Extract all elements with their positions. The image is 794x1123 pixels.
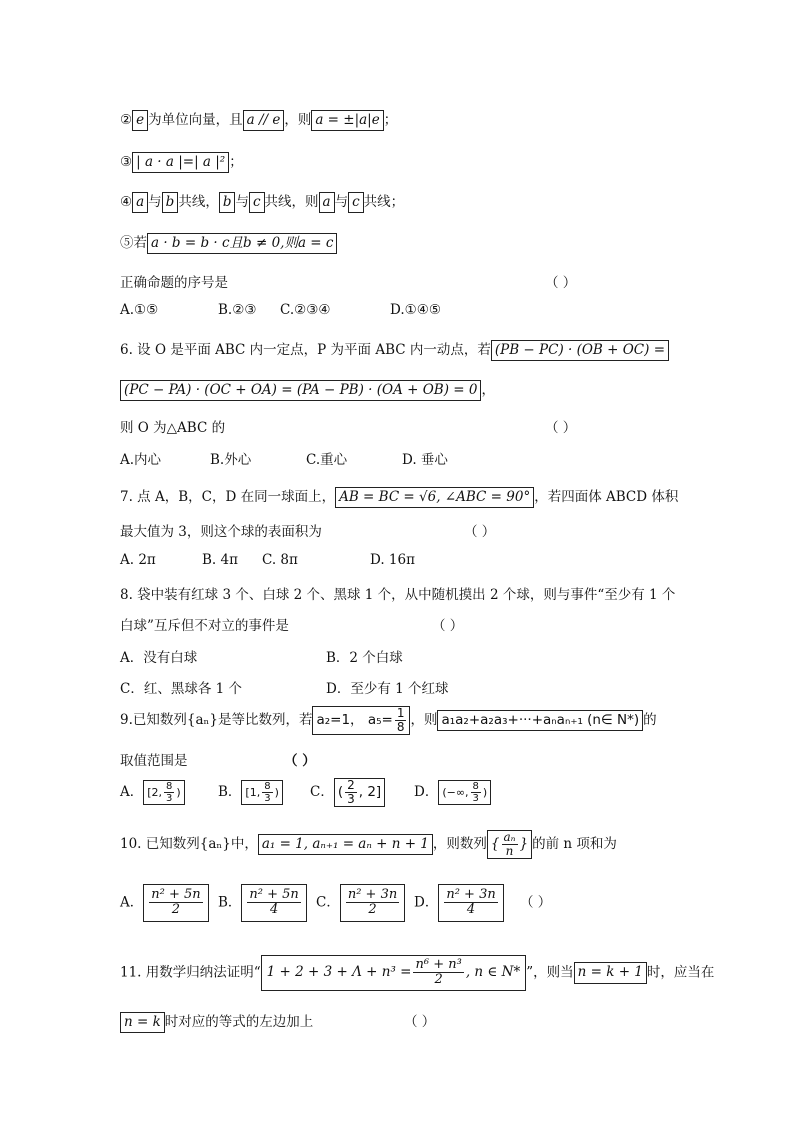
choice-expression (334, 778, 385, 807)
math-expression (312, 706, 410, 735)
choice-label: A． (120, 894, 144, 911)
choice-label: C． (316, 894, 340, 911)
text: 共线； (363, 194, 405, 210)
text: 共线，则 (264, 194, 319, 210)
vector-expression: a · b = b · c且b ≠ 0,则a = c (147, 233, 337, 255)
vector-b: b (219, 192, 236, 214)
choice-expression (241, 884, 306, 922)
denominator: 4 (269, 902, 279, 918)
question-prompt: 正确命题的序号是 (120, 275, 228, 291)
text: 与 (148, 194, 162, 210)
vector-expression: a = ±|a|e (311, 110, 383, 132)
vector-expression: | a · a |=| a |² (132, 152, 229, 174)
vector-a: a (132, 192, 148, 214)
statement-number: ⑤若 (120, 235, 147, 251)
question-text: 时，应当在 (646, 964, 715, 981)
numerator: n² + 3n (347, 887, 398, 902)
expr-part: [2, (147, 785, 163, 799)
vector-expression: (PB − PC) · (OB + OC) = (491, 340, 669, 362)
expr-part: ) (482, 785, 488, 799)
math-expression (261, 955, 527, 991)
q7-line-2 (120, 520, 322, 540)
denominator: 2 (434, 972, 443, 988)
expr-part: , n ∈ N* (465, 964, 521, 981)
choice-a[interactable]: A．没有白球 (120, 650, 198, 666)
question-text: ，则 (410, 712, 438, 729)
choice-expression (438, 884, 503, 922)
denominator: 4 (466, 902, 476, 918)
question-text: 的前 n 项和为 (532, 836, 617, 853)
q11-line-1 (120, 955, 714, 991)
choice-expression (340, 884, 405, 922)
question-text: ，则数列 (432, 836, 487, 853)
question-prompt: 则 O 为△ABC 的 (120, 420, 226, 436)
expr-part: , 2] (358, 783, 382, 800)
math-expression: n = k (120, 1012, 165, 1034)
math-expression: AB = BC = √6, ∠ABC = 90° (335, 487, 534, 509)
text: ； (383, 112, 398, 128)
vector-a: a (319, 192, 335, 214)
q8-choices-row-1 (120, 646, 403, 666)
question-text: 6. 设 O 是平面 ABC 内一定点，P 为平面 ABC 内一动点，若 (120, 342, 491, 358)
vector-expression: (PC − PA) · (OC + OA) = (PA − PB) · (OA + OB) = 0 (120, 380, 481, 402)
fraction (395, 707, 407, 734)
choice-c[interactable] (316, 884, 414, 922)
expr-part: ) (274, 785, 279, 799)
denominator: 8 (396, 720, 405, 735)
denominator: 3 (472, 793, 479, 805)
question-text: 时对应的等式的左边加上 (164, 1014, 314, 1030)
expr-part: (−∞, (442, 785, 469, 799)
choice-b[interactable]: B. 4π (202, 552, 238, 568)
denominator: 2 (171, 902, 181, 918)
expr-part: 1 + 2 + 3 + Λ + n³ = (266, 964, 412, 981)
numerator: aₙ (503, 830, 516, 844)
question-text: 取值范围是 (120, 753, 188, 769)
fraction (345, 779, 357, 806)
q8-line-1 (120, 583, 675, 603)
answer-blank[interactable]: （ ） (464, 524, 496, 540)
numerator: 1 (396, 706, 405, 720)
sequence-expression (487, 830, 532, 859)
question-text: 最大值为 3，则这个球的表面积为 (120, 524, 322, 540)
q6-prompt-line (120, 416, 225, 436)
choice-expression (143, 884, 208, 922)
choice-b[interactable] (218, 884, 316, 922)
choice-b[interactable]: B.外心 (210, 452, 252, 468)
choice-c[interactable]: C.②③④ (280, 302, 331, 318)
choice-d[interactable]: D. 垂心 (402, 452, 448, 468)
question-text: 7. 点 A，B，C，D 在同一球面上， (120, 489, 336, 505)
choice-expression (438, 780, 491, 805)
fraction (247, 888, 300, 918)
choice-label: D． (414, 784, 439, 801)
numerator: 8 (264, 781, 271, 793)
statement-number: ④ (120, 194, 133, 210)
denominator: 3 (347, 792, 355, 807)
expr-part: a₂=1， a₅= (316, 711, 393, 728)
q9-choices (120, 778, 491, 807)
answer-blank[interactable]: （ ） (545, 420, 577, 436)
answer-blank[interactable]: （ ） (432, 618, 464, 634)
q8-line-2 (120, 614, 289, 634)
expr-part: ( (337, 783, 344, 800)
denominator: 2 (368, 902, 377, 918)
text: 共线， (178, 194, 219, 210)
fraction (413, 958, 463, 988)
numerator: n² + 3n (446, 887, 496, 902)
q6-line-1 (120, 338, 669, 361)
choice-label: B． (218, 784, 242, 801)
question-text: 白球”互斥但不对立的事件是 (120, 618, 289, 634)
q10-line-1 (120, 830, 617, 859)
text: 与 (235, 194, 249, 210)
expr-part: } (519, 835, 529, 852)
vector-b: b (162, 192, 179, 214)
numerator: n² + 5n (151, 887, 201, 902)
choice-d[interactable]: D.①④⑤ (390, 302, 441, 318)
q9-line-2 (120, 749, 188, 769)
denominator: n (505, 844, 514, 859)
fraction (471, 781, 481, 804)
numerator: n² + 5n (249, 887, 299, 902)
choice-d[interactable]: D. 16π (370, 552, 415, 568)
choice-a[interactable]: A.①⑤ (120, 302, 159, 318)
answer-blank[interactable]: （ ） (284, 753, 316, 769)
question-text: 9.已知数列{aₙ}是等比数列，若 (120, 712, 313, 729)
statement-4 (120, 190, 404, 213)
statement-5 (120, 231, 337, 254)
choice-a[interactable] (120, 884, 218, 922)
choice-label: C． (310, 784, 334, 801)
fraction (502, 831, 518, 858)
question-text: ，若四面体 ABCD 体积 (534, 489, 679, 505)
question-text: 8. 袋中装有红球 3 个、白球 2 个、黑球 1 个，从中随机摸出 2 个球，则与事件“至少有 1 个 (120, 587, 676, 603)
q5-choices (120, 302, 441, 318)
vector-e: e (132, 110, 148, 132)
choice-c[interactable]: C.重心 (306, 452, 348, 468)
q8-choices-row-2 (120, 677, 449, 697)
expr-part: { (490, 835, 500, 852)
fraction (164, 781, 174, 804)
numerator: n⁶ + n³ (415, 957, 462, 972)
text: 为单位向量，且 (148, 112, 243, 128)
math-expression: n = k + 1 (574, 962, 647, 984)
q6-line-2 (120, 378, 495, 401)
math-expression: a₁a₂+a₂a₃+···+aₙaₙ₊₁ (n∈ N*) (437, 710, 643, 732)
choice-a[interactable]: A. 2π (120, 552, 156, 568)
fraction (262, 781, 272, 804)
choice-c[interactable]: C．红、黑球各 1 个 (120, 681, 243, 697)
choice-a[interactable] (120, 780, 218, 805)
answer-blank[interactable]: （ ） (404, 1014, 436, 1030)
fraction (346, 888, 399, 918)
choice-label: B． (218, 894, 242, 911)
statement-number: ② (120, 112, 133, 128)
answer-blank[interactable]: （ ） (545, 275, 577, 291)
q6-choices (120, 448, 448, 468)
vector-c: c (348, 192, 364, 214)
expr-part: [1, (245, 785, 261, 799)
question-text: 10. 已知数列{aₙ}中， (120, 836, 258, 853)
statement-3 (120, 150, 243, 173)
fraction (149, 888, 202, 918)
denominator: 3 (166, 793, 173, 805)
text: ； (229, 154, 243, 170)
q5-prompt-line (120, 271, 228, 291)
choice-d[interactable] (414, 884, 520, 922)
text: 与 (334, 194, 349, 210)
q7-choices (120, 552, 415, 568)
math-expression: a₁ = 1, aₙ₊₁ = aₙ + n + 1 (258, 834, 433, 856)
choice-c[interactable] (310, 778, 414, 807)
q9-line-1 (120, 706, 657, 735)
numerator: 8 (472, 781, 479, 793)
choice-c[interactable]: C. 8π (262, 552, 298, 568)
text: ，则 (284, 112, 312, 128)
choice-b[interactable] (218, 780, 310, 805)
denominator: 3 (264, 793, 271, 805)
vector-c: c (249, 192, 265, 214)
choice-expression (241, 780, 282, 805)
choice-b[interactable]: B．2 个白球 (326, 650, 403, 666)
vector-parallel: a // e (243, 110, 285, 132)
choice-d[interactable] (414, 780, 491, 805)
q7-line-1 (120, 485, 678, 508)
fraction (444, 888, 497, 918)
statement-number: ③ (120, 154, 133, 170)
q10-choices (120, 884, 551, 922)
choice-expression (143, 780, 184, 805)
choice-label: A． (120, 784, 144, 801)
question-text: 11. 用数学归纳法证明“ (120, 964, 261, 981)
choice-a[interactable]: A.内心 (120, 452, 162, 468)
numerator: 8 (166, 781, 173, 793)
choice-label: D． (414, 894, 439, 911)
choice-b[interactable]: B.②③ (218, 302, 257, 318)
choice-d[interactable]: D．至少有 1 个红球 (326, 681, 449, 697)
question-text: 的 (643, 712, 657, 729)
expr-part: ) (176, 785, 181, 799)
statement-2 (120, 108, 397, 131)
question-text: ”，则当 (526, 964, 574, 981)
answer-blank[interactable]: （ ） (520, 894, 552, 911)
numerator: 2 (347, 778, 355, 792)
text: ， (481, 382, 495, 398)
q11-line-2 (120, 1010, 313, 1033)
